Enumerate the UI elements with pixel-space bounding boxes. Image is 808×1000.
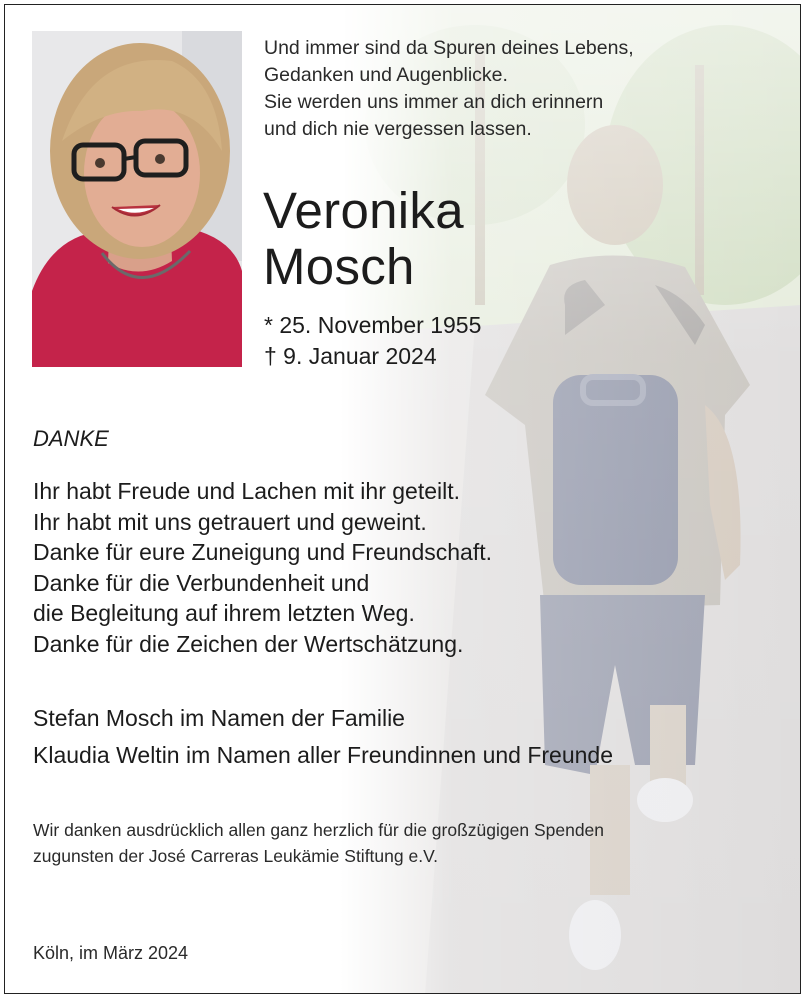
thanks-line: Ihr habt Freude und Lachen mit ihr geteilt. xyxy=(33,478,461,504)
signer-friends: Klaudia Weltin im Namen aller Freundinnen und Freunde xyxy=(33,742,614,768)
signer-family: Stefan Mosch im Namen der Familie xyxy=(33,705,405,731)
verse-line: Sie werden uns immer an dich erinnern xyxy=(264,91,604,113)
place-date: Köln, im März 2024 xyxy=(33,943,189,963)
last-name: Mosch xyxy=(263,238,415,295)
death-date: † 9. Januar 2024 xyxy=(264,343,437,369)
verse-line: Gedanken und Augenblicke. xyxy=(264,64,508,86)
thanks-line: Danke für eure Zuneigung und Freundschaft. xyxy=(33,539,493,565)
donation-line: zugunsten der José Carreras Leukämie Stiftung e.V. xyxy=(33,846,439,866)
first-name: Veronika xyxy=(263,182,464,239)
thanks-line: Ihr habt mit uns getrauert und geweint. xyxy=(33,508,427,535)
memorial-verse xyxy=(264,35,634,143)
thanks-text xyxy=(33,476,492,659)
donation-note xyxy=(33,817,604,869)
thanks-line: Danke für die Zeichen der Wertschätzung. xyxy=(33,630,464,657)
portrait-photo xyxy=(32,31,242,367)
verse-line: Und immer sind da Spuren deines Lebens, xyxy=(264,37,634,59)
deceased-name xyxy=(263,183,464,295)
signers xyxy=(33,700,613,774)
life-dates xyxy=(264,310,481,372)
thanks-line: die Begleitung auf ihrem letzten Weg. xyxy=(33,600,415,626)
thanks-line: Danke für die Verbundenheit und xyxy=(33,569,370,596)
obituary-card xyxy=(4,4,801,994)
donation-line: Wir danken ausdrücklich allen ganz herzlich für die großzügigen Spenden xyxy=(33,820,605,840)
birth-date: * 25. November 1955 xyxy=(264,312,482,338)
danke-heading: DANKE xyxy=(33,426,109,451)
verse-line: und dich nie vergessen lassen. xyxy=(264,118,532,140)
